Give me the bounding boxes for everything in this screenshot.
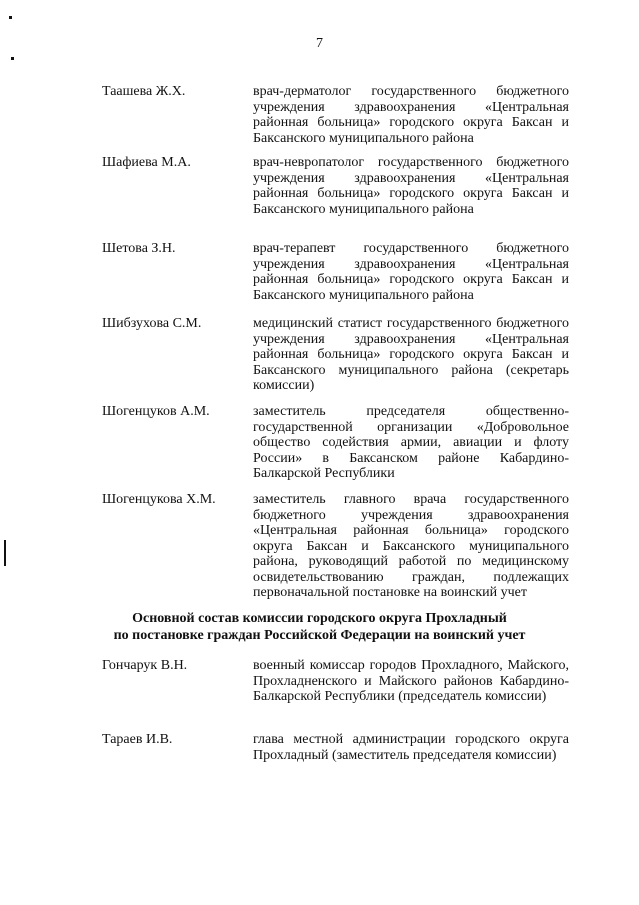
member-role: врач-дерматолог государственного бюджетного учреждения здравоохранения «Центральная районная больница» городского округа Баксан и Баксанского муниципального района (253, 84, 569, 146)
member-name: Шибзухова С.М. (102, 316, 202, 331)
member-role: глава местной администрации городского округа Прохладный (заместитель председателя комиссии) (253, 732, 569, 763)
scan-mark (4, 540, 6, 566)
member-role: врач-терапевт государственного бюджетного учреждения здравоохранения «Центральная районная больница» городского округа Баксан и Баксанского муниципального района (253, 241, 569, 303)
member-name: Шетова З.Н. (102, 241, 176, 256)
member-name: Гончарук В.Н. (102, 658, 188, 673)
member-role: врач-невропатолог государственного бюджетного учреждения здравоохранения «Центральная районная больница» городского округа Баксан и Баксанского муниципального района (253, 155, 569, 217)
member-name: Шафиева М.А. (102, 155, 191, 170)
member-name: Тараев И.В. (102, 732, 173, 747)
member-name: Шогенцуков А.М. (102, 404, 210, 419)
scan-mark (11, 57, 14, 60)
section-heading-line: по постановке граждан Российской Федерации на воинский учет (113, 627, 526, 643)
scan-mark (9, 16, 12, 19)
member-name: Шогенцукова Х.М. (102, 492, 216, 507)
member-role: военный комиссар городов Прохладного, Майского, Прохладненского и Майского районов Кабардино-Балкарской Республики (председатель комиссии) (253, 658, 569, 704)
member-role: медицинский статист государственного бюджетного учреждения здравоохранения «Центральная районная больница» городского округа Баксан и Баксанского муниципального района (секретарь комиссии) (253, 316, 569, 393)
member-role: заместитель главного врача государственного бюджетного учреждения здравоохранения «Центральная районная больница» городского округа Баксан и Баксанского муниципального района, руководящий работой по медицинскому освидетельствованию граждан, подлежащих первоначальной постановке на воинский учет (253, 492, 569, 600)
section-heading (0, 611, 639, 644)
member-role: заместитель председателя общественно-государственной организации «Добровольное общество содействия армии, авиации и флоту России» в Баксанском районе Кабардино-Балкарской Республики (253, 404, 569, 481)
page-number: 7 (316, 36, 323, 51)
member-name: Таашева Ж.Х. (102, 84, 186, 99)
section-heading-line: Основной состав комиссии городского округа Прохладный (132, 611, 507, 626)
